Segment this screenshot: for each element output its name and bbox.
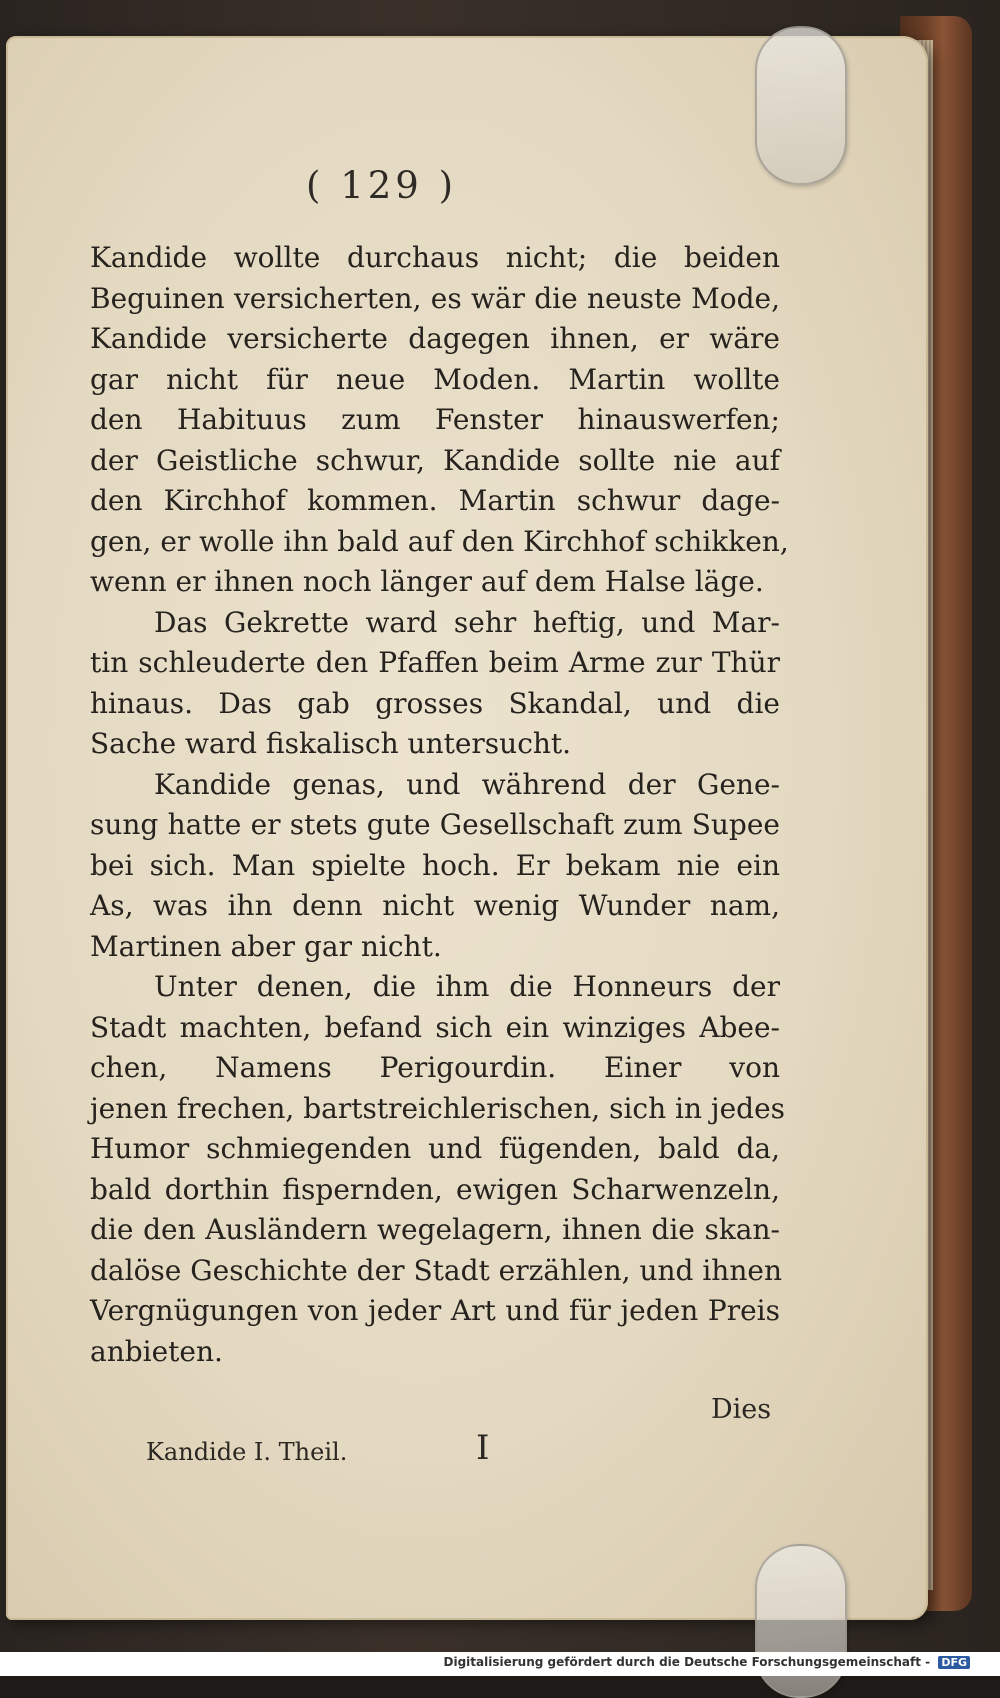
text-line: Vergnügungen von jeder Art und für jeden Preis (90, 1294, 780, 1327)
footer-credit-text: Digitalisierung gefördert durch die Deutsche Forschungsgemeinschaft - (443, 1655, 931, 1669)
text-line: chen, Namens Perigourdin. Einer von (90, 1051, 780, 1084)
text-line: den Kirchhof kommen. Martin schwur dage- (90, 484, 780, 517)
text-line: anbieten. (90, 1334, 223, 1368)
text-line: Martinen aber gar nicht. (90, 929, 442, 963)
book-page (6, 36, 928, 1620)
text-line: die den Ausländern wegelagern, ihnen die skan- (90, 1213, 780, 1246)
footer-bar (0, 1652, 1000, 1676)
text-line: Kandide genas, und während der Gene- (154, 767, 780, 801)
text-line: Unter denen, die ihm die Honneurs der (154, 970, 780, 1003)
signature-mark: I (476, 1428, 490, 1468)
text-line: wenn er ihnen noch länger auf dem Halse läge. (90, 565, 764, 598)
catchword: Dies (711, 1394, 772, 1425)
text-line: gen, er wolle ihn bald auf den Kirchhof schikken, (90, 524, 789, 558)
text-line: den Habituus zum Fenster hinauswerfen; (90, 403, 780, 436)
text-line: Stadt machten, befand sich ein winziges Abee- (90, 1010, 780, 1044)
text-line: der Geistliche schwur, Kandide sollte nie auf (90, 443, 780, 477)
footer-credit (444, 1655, 970, 1669)
text-line: Humor schmiegenden und fügenden, bald da, (90, 1132, 780, 1165)
text-line: As, was ihn denn nicht wenig Wunder nam, (90, 889, 780, 922)
text-line: Kandide versicherte dagegen ihnen, er wäre (90, 322, 780, 355)
signature-title: Kandide I. Theil. (146, 1438, 348, 1466)
text-line: bald dorthin fispernden, ewigen Scharwenzeln, (90, 1172, 780, 1206)
page-clip-top (755, 26, 847, 185)
dfg-logo: DFG (938, 1656, 970, 1669)
text-line: bei sich. Man spielte hoch. Er bekam nie ein (90, 848, 780, 882)
text-line: sung hatte er stets gute Gesellschaft zum Supee (90, 808, 780, 841)
text-line: gar nicht für neue Moden. Martin wollte (90, 362, 780, 396)
page-number-header: ( 129 ) (306, 164, 458, 207)
body-text (90, 238, 789, 1372)
text-line: tin schleuderte den Pfaffen beim Arme zur Thür (90, 646, 780, 679)
text-line: dalöse Geschichte der Stadt erzählen, und ihnen (90, 1253, 782, 1287)
text-line: hinaus. Das gab grosses Skandal, und die (90, 686, 780, 720)
text-line: Sache ward fiskalisch untersucht. (90, 727, 572, 760)
text-line: Kandide wollte durchaus nicht; die beiden (90, 241, 780, 274)
text-line: Das Gekrette ward sehr heftig, und Mar- (154, 605, 780, 639)
text-line: Beguinen versicherten, es wär die neuste Mode, (90, 281, 780, 315)
text-line: jenen frechen, bartstreichlerischen, sich in jedes (90, 1091, 786, 1125)
